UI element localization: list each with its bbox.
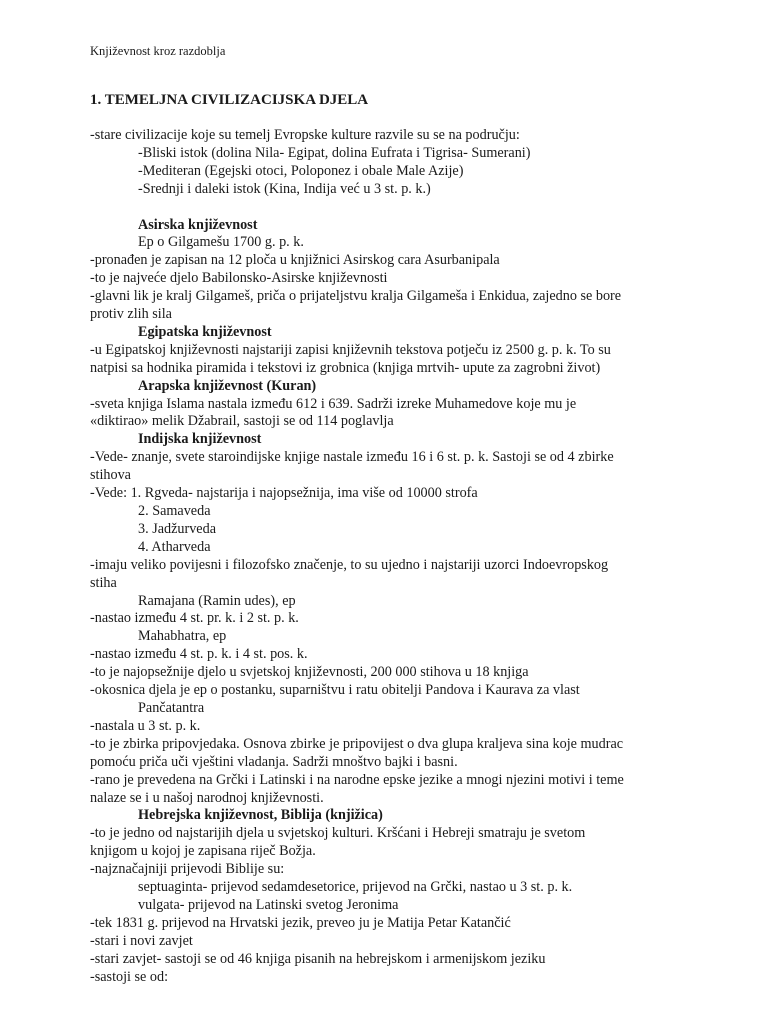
indented-line: Ep o Gilgamešu 1700 g. p. k.: [138, 234, 304, 251]
text-line: -to je najopsežnije djelo u svjetskoj književnosti, 200 000 stihova u 18 knjiga: [90, 664, 529, 681]
text-line: -tek 1831 g. prijevod na Hrvatski jezik, preveo ju je Matija Petar Katančić: [90, 914, 511, 931]
subsection-heading: Egipatska književnost: [138, 323, 272, 340]
text-line: -to je najveće djelo Babilonsko-Asirske književnosti: [90, 270, 388, 287]
text-line: -u Egipatskoj književnosti najstariji zapisi književnih tekstova potječu iz 2500 g. p. k. To su: [90, 341, 611, 358]
subsection-heading: Hebrejska književnost, Biblija (knjižica): [138, 807, 383, 824]
blank-line: [90, 199, 690, 217]
indented-line: 2. Samaveda: [138, 503, 211, 520]
indented-line: septuaginta- prijevod sedamdesetorice, prijevod na Grčki, nastao u 3 st. p. k.: [138, 879, 573, 896]
indented-line: 4. Atharveda: [138, 538, 211, 555]
text-line: nalaze se i u našoj narodnoj književnosti.: [90, 789, 324, 806]
text-line: -sveta knjiga Islama nastala između 612 i 639. Sadrži izreke Muhamedove koje mu je: [90, 395, 577, 412]
subsection-heading: Arapska književnost (Kuran): [138, 377, 317, 394]
subsection-heading: Asirska književnost: [138, 216, 258, 233]
text-line: -Vede: 1. Rgveda- najstarija i najopsežnija, ima više od 10000 strofa: [90, 485, 478, 502]
text-line: natpisi sa hodnika piramida i tekstovi iz grobnica (knjiga mrtvih- upute za zagrobni život): [90, 359, 601, 376]
indented-line: -Bliski istok (dolina Nila- Egipat, dolina Eufrata i Tigrisa- Sumerani): [138, 144, 531, 161]
section-title: 1. TEMELJNA CIVILIZACIJSKA DJELA: [90, 92, 369, 108]
text-line: -rano je prevedena na Grčki i Latinski i na narodne epske jezike a mnogi njezini motivi i teme: [90, 771, 624, 788]
text-line: -Vede- znanje, svete staroindijske knjige nastale između 16 i 6 st. p. k. Sastoji se od 4 zbirke: [90, 449, 614, 466]
text-line: -glavni lik je kralj Gilgameš, priča o prijateljstvu kralja Gilgameša i Enkidua, zajedno se bore: [90, 288, 622, 305]
text-line: stihova: [90, 467, 131, 484]
text-line: -najznačajniji prijevodi Biblije su:: [90, 861, 285, 878]
indented-line: Ramajana (Ramin udes), ep: [138, 592, 296, 609]
text-line: -nastala u 3 st. p. k.: [90, 717, 201, 734]
text-line: -stari zavjet- sastoji se od 46 knjiga pisanih na hebrejskom i armenijskom jeziku: [90, 950, 546, 967]
indented-line: -Mediteran (Egejski otoci, Poloponez i obale Male Azije): [138, 162, 464, 179]
text-line: -to je jedno od najstarijih djela u svjetskoj kulturi. Kršćani i Hebreji smatraju je svetom: [90, 825, 586, 842]
text-line: «diktirao» melik Džabrail, sastoji se od 114 poglavlja: [90, 413, 394, 430]
text-line: pomoću priča uči vještini vladanja. Sadrži mnoštvo bajki i basni.: [90, 753, 458, 770]
text-line: -to je zbirka pripovjedaka. Osnova zbirke je pripovijest o dva glupa kraljeva sina koje mudrac: [90, 735, 624, 752]
text-line: -imaju veliko povijesni i filozofsko značenje, to su ujedno i najstariji uzorci Indoevropskog: [90, 556, 609, 573]
indented-line: vulgata- prijevod na Latinski svetog Jeronima: [138, 896, 399, 913]
document-body: [90, 127, 690, 986]
text-line: -stari i novi zavjet: [90, 932, 193, 949]
text-line: stiha: [90, 574, 117, 591]
text-line: knjigom u kojoj je zapisana riječ Božja.: [90, 843, 316, 860]
text-line: -pronađen je zapisan na 12 ploča u knjižnici Asirskog cara Asurbanipala: [90, 252, 500, 269]
indented-line: 3. Jadžurveda: [138, 520, 216, 537]
subsection-heading: Indijska književnost: [138, 431, 262, 448]
indented-line: Mahabhatra, ep: [138, 628, 227, 645]
indented-line: Pančatantra: [138, 699, 205, 716]
text-line: -okosnica djela je ep o postanku, suparništvu i ratu obitelji Pandova i Kaurava za vlast: [90, 682, 580, 699]
text-line: -nastao između 4 st. pr. k. i 2 st. p. k.: [90, 610, 299, 627]
indented-line: -Srednji i daleki istok (Kina, Indija već u 3 st. p. k.): [138, 180, 431, 197]
text-line: -sastoji se od:: [90, 968, 169, 985]
text-line: protiv zlih sila: [90, 306, 172, 323]
text-line: -stare civilizacije koje su temelj Evropske kulture razvile su se na području:: [90, 127, 520, 143]
text-line: -nastao između 4 st. p. k. i 4 st. pos. k.: [90, 646, 308, 663]
running-header: Književnost kroz razdoblja: [90, 44, 226, 58]
